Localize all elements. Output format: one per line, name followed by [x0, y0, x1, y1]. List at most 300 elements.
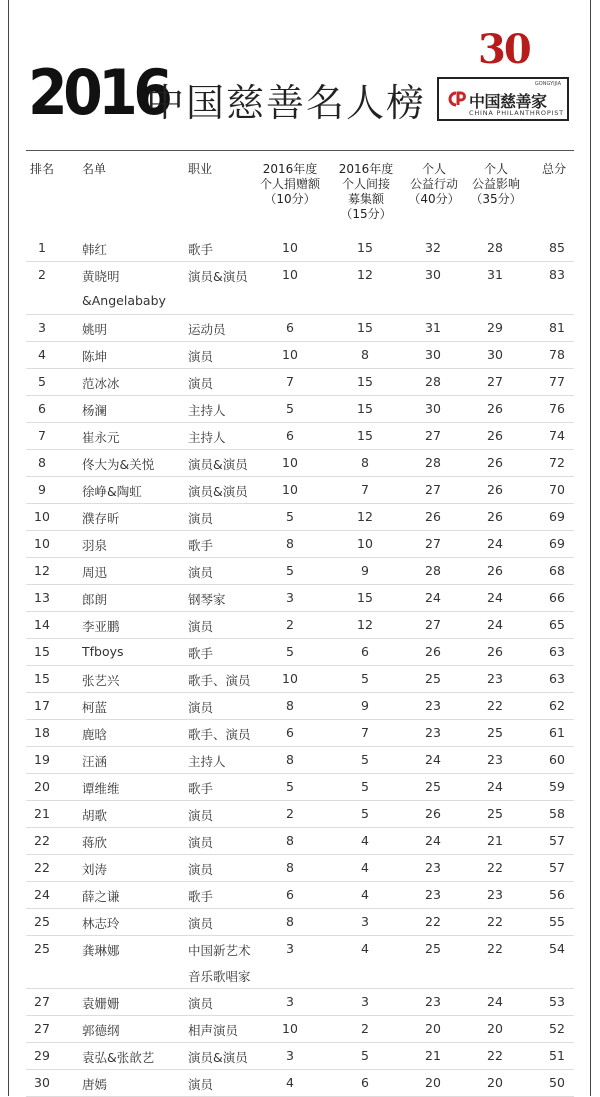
col-header-influence: [466, 162, 526, 207]
table-row: [0, 1069, 600, 1096]
col-header-rank: 排名: [30, 162, 55, 176]
cell-donation: 6: [286, 725, 294, 740]
cell-name: 薛之谦: [82, 889, 120, 904]
cell-donation: 5: [286, 509, 294, 524]
cell-name: 李亚鹏: [82, 619, 120, 634]
cell-total: 58: [549, 806, 565, 821]
cell-influence: 30: [487, 347, 503, 362]
table-row: [0, 692, 600, 719]
logo-english: CHINA PHILANTHROPIST: [469, 109, 564, 117]
cell-rank: 8: [38, 455, 46, 470]
table-row: [0, 908, 600, 935]
cell-name: 羽泉: [82, 538, 108, 553]
cell-influence: 23: [487, 752, 503, 767]
cell-name: 濮存昕: [82, 511, 120, 526]
cell-action: 20: [425, 1021, 441, 1036]
cell-action: 23: [425, 725, 441, 740]
cell-indirect: 9: [361, 698, 369, 713]
cell-indirect: 5: [361, 752, 369, 767]
cell-action: 27: [425, 482, 441, 497]
cell-influence: 25: [487, 806, 503, 821]
col-header-action: [404, 162, 464, 207]
cell-name: 范冰冰: [82, 376, 120, 391]
cell-rank: 29: [34, 1048, 50, 1063]
cell-rank: 25: [34, 941, 50, 956]
cell-rank: 19: [34, 752, 50, 767]
logo-top-text: GONGYIJIA: [534, 81, 561, 87]
cell-indirect: 3: [361, 914, 369, 929]
cell-total: 60: [549, 752, 565, 767]
col-header-action-line3: （40分）: [408, 192, 460, 206]
cell-job: 演员: [188, 619, 214, 634]
cell-influence: 24: [487, 779, 503, 794]
cell-total: 50: [549, 1075, 565, 1090]
cell-indirect: 5: [361, 671, 369, 686]
cell-rank: 15: [34, 671, 50, 686]
table-row: [0, 503, 600, 530]
cell-influence: 24: [487, 536, 503, 551]
table-row: [0, 476, 600, 503]
cell-job-line2: 音乐歌唱家: [188, 969, 251, 984]
cell-donation: 8: [286, 833, 294, 848]
cell-rank: 7: [38, 428, 46, 443]
cell-influence: 21: [487, 833, 503, 848]
cell-name: Tfboys: [82, 644, 124, 659]
col-header-action-line2: 公益行动: [409, 177, 458, 191]
cell-donation: 6: [286, 320, 294, 335]
cell-total: 70: [549, 482, 565, 497]
cell-job: 演员: [188, 916, 214, 931]
cell-indirect: 10: [357, 536, 373, 551]
table-row: [0, 746, 600, 773]
table-row: [0, 1015, 600, 1042]
cell-job: 演员&演员: [188, 484, 248, 499]
cell-indirect: 15: [357, 590, 373, 605]
cell-influence: 22: [487, 941, 503, 956]
cell-indirect: 4: [361, 941, 369, 956]
cell-donation: 6: [286, 428, 294, 443]
col-header-job: 职业: [188, 162, 213, 176]
cell-name: 杨澜: [82, 403, 108, 418]
col-header-action-line1: 个人: [421, 162, 446, 176]
cell-total: 52: [549, 1021, 565, 1036]
cell-indirect: 3: [361, 994, 369, 1009]
cell-influence: 24: [487, 994, 503, 1009]
cell-total: 76: [549, 401, 565, 416]
cell-total: 55: [549, 914, 565, 929]
cell-name: 陈坤: [82, 349, 108, 364]
cell-job: 演员&演员: [188, 269, 248, 284]
cell-rank: 14: [34, 617, 50, 632]
cell-job: 演员: [188, 1077, 214, 1092]
cell-name: 周迅: [82, 565, 108, 580]
cell-donation: 5: [286, 644, 294, 659]
cell-name: 林志玲: [82, 916, 120, 931]
cell-rank: 22: [34, 860, 50, 875]
cell-rank: 6: [38, 401, 46, 416]
issue-badge-number: 30: [478, 26, 530, 73]
cell-indirect: 4: [361, 833, 369, 848]
cell-indirect: 9: [361, 563, 369, 578]
col-header-influence-line2: 公益影响: [471, 177, 520, 191]
col-header-indirect-line1: 2016年度: [338, 162, 394, 176]
cell-donation: 8: [286, 536, 294, 551]
cell-job: 主持人: [188, 754, 226, 769]
cell-name-line2: &Angelababy: [82, 293, 166, 308]
table-row: [0, 422, 600, 449]
cell-donation: 5: [286, 779, 294, 794]
cell-action: 21: [425, 1048, 441, 1063]
cell-total: 83: [549, 267, 565, 282]
table-row: [0, 665, 600, 692]
table-row: [0, 935, 600, 988]
cell-rank: 27: [34, 994, 50, 1009]
cell-action: 26: [425, 509, 441, 524]
cell-action: 24: [425, 752, 441, 767]
cell-influence: 24: [487, 590, 503, 605]
cell-total: 68: [549, 563, 565, 578]
table-row: [0, 881, 600, 908]
cell-influence: 22: [487, 914, 503, 929]
cell-rank: 18: [34, 725, 50, 740]
cell-total: 85: [549, 240, 565, 255]
cell-donation: 10: [282, 240, 298, 255]
publisher-logo: [437, 77, 569, 121]
cell-name: 韩红: [82, 242, 108, 257]
cell-indirect: 5: [361, 806, 369, 821]
cell-influence: 22: [487, 698, 503, 713]
cell-rank: 2: [38, 267, 46, 282]
cell-total: 57: [549, 860, 565, 875]
cell-job: 主持人: [188, 403, 226, 418]
cell-rank: 13: [34, 590, 50, 605]
cell-job: 歌手: [188, 242, 214, 257]
cell-action: 28: [425, 374, 441, 389]
cell-name: 唐嫣: [82, 1077, 108, 1092]
cell-job: 演员: [188, 565, 214, 580]
col-header-donation: [256, 162, 324, 207]
cell-job: 演员: [188, 700, 214, 715]
cell-action: 22: [425, 914, 441, 929]
cell-job: 演员: [188, 376, 214, 391]
cell-total: 56: [549, 887, 565, 902]
cell-name: 龚琳娜: [82, 943, 120, 958]
cell-indirect: 4: [361, 887, 369, 902]
cell-influence: 28: [487, 240, 503, 255]
cell-action: 23: [425, 698, 441, 713]
cell-indirect: 7: [361, 482, 369, 497]
cell-influence: 26: [487, 428, 503, 443]
cell-donation: 3: [286, 994, 294, 1009]
cell-influence: 26: [487, 644, 503, 659]
cell-action: 20: [425, 1075, 441, 1090]
cell-indirect: 15: [357, 401, 373, 416]
table-row: [0, 368, 600, 395]
cell-action: 25: [425, 671, 441, 686]
cell-donation: 10: [282, 267, 298, 282]
cell-influence: 26: [487, 509, 503, 524]
cell-job: 歌手: [188, 538, 214, 553]
cell-donation: 4: [286, 1075, 294, 1090]
cell-rank: 24: [34, 887, 50, 902]
cell-name: 柯蓝: [82, 700, 108, 715]
cell-name: 佟大为&关悦: [82, 457, 155, 472]
cell-indirect: 15: [357, 428, 373, 443]
cell-influence: 29: [487, 320, 503, 335]
cell-action: 23: [425, 887, 441, 902]
table-row: [0, 584, 600, 611]
cell-indirect: 8: [361, 455, 369, 470]
cell-job: 演员: [188, 511, 214, 526]
table-row: [0, 261, 600, 314]
cell-influence: 23: [487, 887, 503, 902]
cell-indirect: 15: [357, 374, 373, 389]
cell-job: 钢琴家: [188, 592, 226, 607]
cell-indirect: 5: [361, 779, 369, 794]
cell-total: 81: [549, 320, 565, 335]
col-header-influence-line1: 个人: [483, 162, 508, 176]
cell-name: 郭德纲: [82, 1023, 120, 1038]
table-row: [0, 1042, 600, 1069]
cell-donation: 10: [282, 347, 298, 362]
cell-job: 演员&演员: [188, 457, 248, 472]
cell-job: 演员: [188, 349, 214, 364]
cell-donation: 3: [286, 1048, 294, 1063]
cell-name: 汪涵: [82, 754, 108, 769]
cell-action: 23: [425, 860, 441, 875]
cell-total: 63: [549, 644, 565, 659]
cell-action: 27: [425, 428, 441, 443]
cell-name: 蒋欣: [82, 835, 108, 850]
cell-action: 27: [425, 617, 441, 632]
table-row: [0, 314, 600, 341]
table-row: [0, 827, 600, 854]
cell-total: 72: [549, 455, 565, 470]
table-row: [0, 234, 600, 261]
header-top-rule: [26, 150, 574, 151]
cell-rank: 5: [38, 374, 46, 389]
cell-donation: 10: [282, 482, 298, 497]
cell-job: 演员&演员: [188, 1050, 248, 1065]
cell-total: 74: [549, 428, 565, 443]
cell-name: 刘涛: [82, 862, 108, 877]
table-row: [0, 988, 600, 1015]
table-row: [0, 341, 600, 368]
table-row: [0, 854, 600, 881]
table-row: [0, 395, 600, 422]
table-row: [0, 719, 600, 746]
cell-action: 28: [425, 455, 441, 470]
cell-rank: 3: [38, 320, 46, 335]
cell-total: 78: [549, 347, 565, 362]
cell-influence: 20: [487, 1021, 503, 1036]
cell-donation: 8: [286, 698, 294, 713]
cell-influence: 26: [487, 563, 503, 578]
cell-name: 张艺兴: [82, 673, 120, 688]
cell-influence: 24: [487, 617, 503, 632]
cell-indirect: 6: [361, 644, 369, 659]
cell-action: 32: [425, 240, 441, 255]
cell-rank: 17: [34, 698, 50, 713]
table-row: [0, 530, 600, 557]
cell-total: 66: [549, 590, 565, 605]
cell-job: 演员: [188, 862, 214, 877]
col-header-indirect-line3: 募集额: [347, 192, 384, 206]
cell-indirect: 15: [357, 240, 373, 255]
cell-action: 31: [425, 320, 441, 335]
cell-rank: 22: [34, 833, 50, 848]
col-header-indirect: [332, 162, 400, 222]
cell-donation: 5: [286, 563, 294, 578]
cell-influence: 27: [487, 374, 503, 389]
cell-action: 25: [425, 941, 441, 956]
cell-rank: 10: [34, 536, 50, 551]
cell-rank: 25: [34, 914, 50, 929]
cell-name: 袁弘&张歆艺: [82, 1050, 155, 1065]
cell-total: 57: [549, 833, 565, 848]
cell-total: 69: [549, 509, 565, 524]
cell-rank: 15: [34, 644, 50, 659]
cell-job: 演员: [188, 835, 214, 850]
col-header-donation-line1: 2016年度: [262, 162, 318, 176]
cell-name: 鹿晗: [82, 727, 108, 742]
cell-job: 运动员: [188, 322, 226, 337]
cell-rank: 21: [34, 806, 50, 821]
cell-donation: 10: [282, 671, 298, 686]
cell-influence: 20: [487, 1075, 503, 1090]
cell-job: 中国新艺术: [188, 943, 251, 958]
cell-action: 30: [425, 401, 441, 416]
cell-indirect: 7: [361, 725, 369, 740]
cell-donation: 8: [286, 860, 294, 875]
cell-name: 黄晓明: [82, 269, 120, 284]
cell-job: 歌手、演员: [188, 727, 251, 742]
cell-donation: 7: [286, 374, 294, 389]
cell-donation: 3: [286, 941, 294, 956]
cell-influence: 22: [487, 860, 503, 875]
title-year: 2016: [28, 56, 169, 129]
cell-influence: 26: [487, 455, 503, 470]
table-row: [0, 638, 600, 665]
cell-total: 51: [549, 1048, 565, 1063]
cell-name: 崔永元: [82, 430, 120, 445]
cell-donation: 10: [282, 1021, 298, 1036]
cell-rank: 9: [38, 482, 46, 497]
cell-name: 谭维维: [82, 781, 120, 796]
cell-indirect: 5: [361, 1048, 369, 1063]
cell-total: 69: [549, 536, 565, 551]
cell-rank: 12: [34, 563, 50, 578]
cell-job: 歌手: [188, 646, 214, 661]
cell-action: 30: [425, 267, 441, 282]
table-row: [0, 557, 600, 584]
page-title: 中国慈善名人榜: [146, 81, 427, 125]
cell-rank: 4: [38, 347, 46, 362]
cell-action: 25: [425, 779, 441, 794]
cell-rank: 1: [38, 240, 46, 255]
cell-job: 主持人: [188, 430, 226, 445]
cell-indirect: 15: [357, 320, 373, 335]
cell-total: 65: [549, 617, 565, 632]
table-row: [0, 611, 600, 638]
cell-donation: 2: [286, 806, 294, 821]
cell-total: 61: [549, 725, 565, 740]
col-header-total: 总分: [542, 162, 567, 176]
cell-rank: 27: [34, 1021, 50, 1036]
cell-name: 袁姗姗: [82, 996, 120, 1011]
cell-name: 姚明: [82, 322, 108, 337]
cell-job: 相声演员: [188, 1023, 239, 1038]
cell-job: 歌手: [188, 889, 214, 904]
cell-indirect: 12: [357, 509, 373, 524]
cell-donation: 8: [286, 914, 294, 929]
cell-influence: 26: [487, 482, 503, 497]
cell-indirect: 6: [361, 1075, 369, 1090]
col-header-donation-line2: 个人捐赠额: [259, 177, 320, 191]
cell-job: 演员: [188, 996, 214, 1011]
cell-donation: 8: [286, 752, 294, 767]
cell-donation: 10: [282, 455, 298, 470]
cell-total: 53: [549, 994, 565, 1009]
cell-total: 59: [549, 779, 565, 794]
cell-rank: 10: [34, 509, 50, 524]
cell-job: 歌手: [188, 781, 214, 796]
table-row: [0, 800, 600, 827]
cell-indirect: 2: [361, 1021, 369, 1036]
cell-total: 63: [549, 671, 565, 686]
cell-influence: 31: [487, 267, 503, 282]
cell-job: 歌手、演员: [188, 673, 251, 688]
cell-action: 26: [425, 806, 441, 821]
cell-influence: 26: [487, 401, 503, 416]
cell-name: 徐峥&陶虹: [82, 484, 142, 499]
cell-rank: 30: [34, 1075, 50, 1090]
cell-rank: 20: [34, 779, 50, 794]
col-header-indirect-line4: （15分）: [340, 207, 392, 221]
cell-donation: 3: [286, 590, 294, 605]
cell-influence: 23: [487, 671, 503, 686]
cell-influence: 22: [487, 1048, 503, 1063]
cell-action: 23: [425, 994, 441, 1009]
cell-indirect: 12: [357, 267, 373, 282]
cell-indirect: 4: [361, 860, 369, 875]
cell-influence: 25: [487, 725, 503, 740]
col-header-name: 名单: [82, 162, 107, 176]
cell-indirect: 12: [357, 617, 373, 632]
table-row: [0, 773, 600, 800]
cell-action: 28: [425, 563, 441, 578]
cell-total: 62: [549, 698, 565, 713]
cell-donation: 2: [286, 617, 294, 632]
cell-donation: 6: [286, 887, 294, 902]
cp-logo-icon: [447, 90, 467, 108]
cell-action: 26: [425, 644, 441, 659]
cell-action: 30: [425, 347, 441, 362]
col-header-donation-line3: （10分）: [264, 192, 316, 206]
cell-donation: 5: [286, 401, 294, 416]
cell-action: 27: [425, 536, 441, 551]
cell-total: 77: [549, 374, 565, 389]
col-header-influence-line3: （35分）: [470, 192, 522, 206]
cell-job: 演员: [188, 808, 214, 823]
cell-name: 郎朗: [82, 592, 108, 607]
cell-name: 胡歌: [82, 808, 108, 823]
cell-total: 54: [549, 941, 565, 956]
cell-action: 24: [425, 590, 441, 605]
cell-action: 24: [425, 833, 441, 848]
cell-indirect: 8: [361, 347, 369, 362]
logo-name: 中国慈善家: [469, 92, 547, 111]
